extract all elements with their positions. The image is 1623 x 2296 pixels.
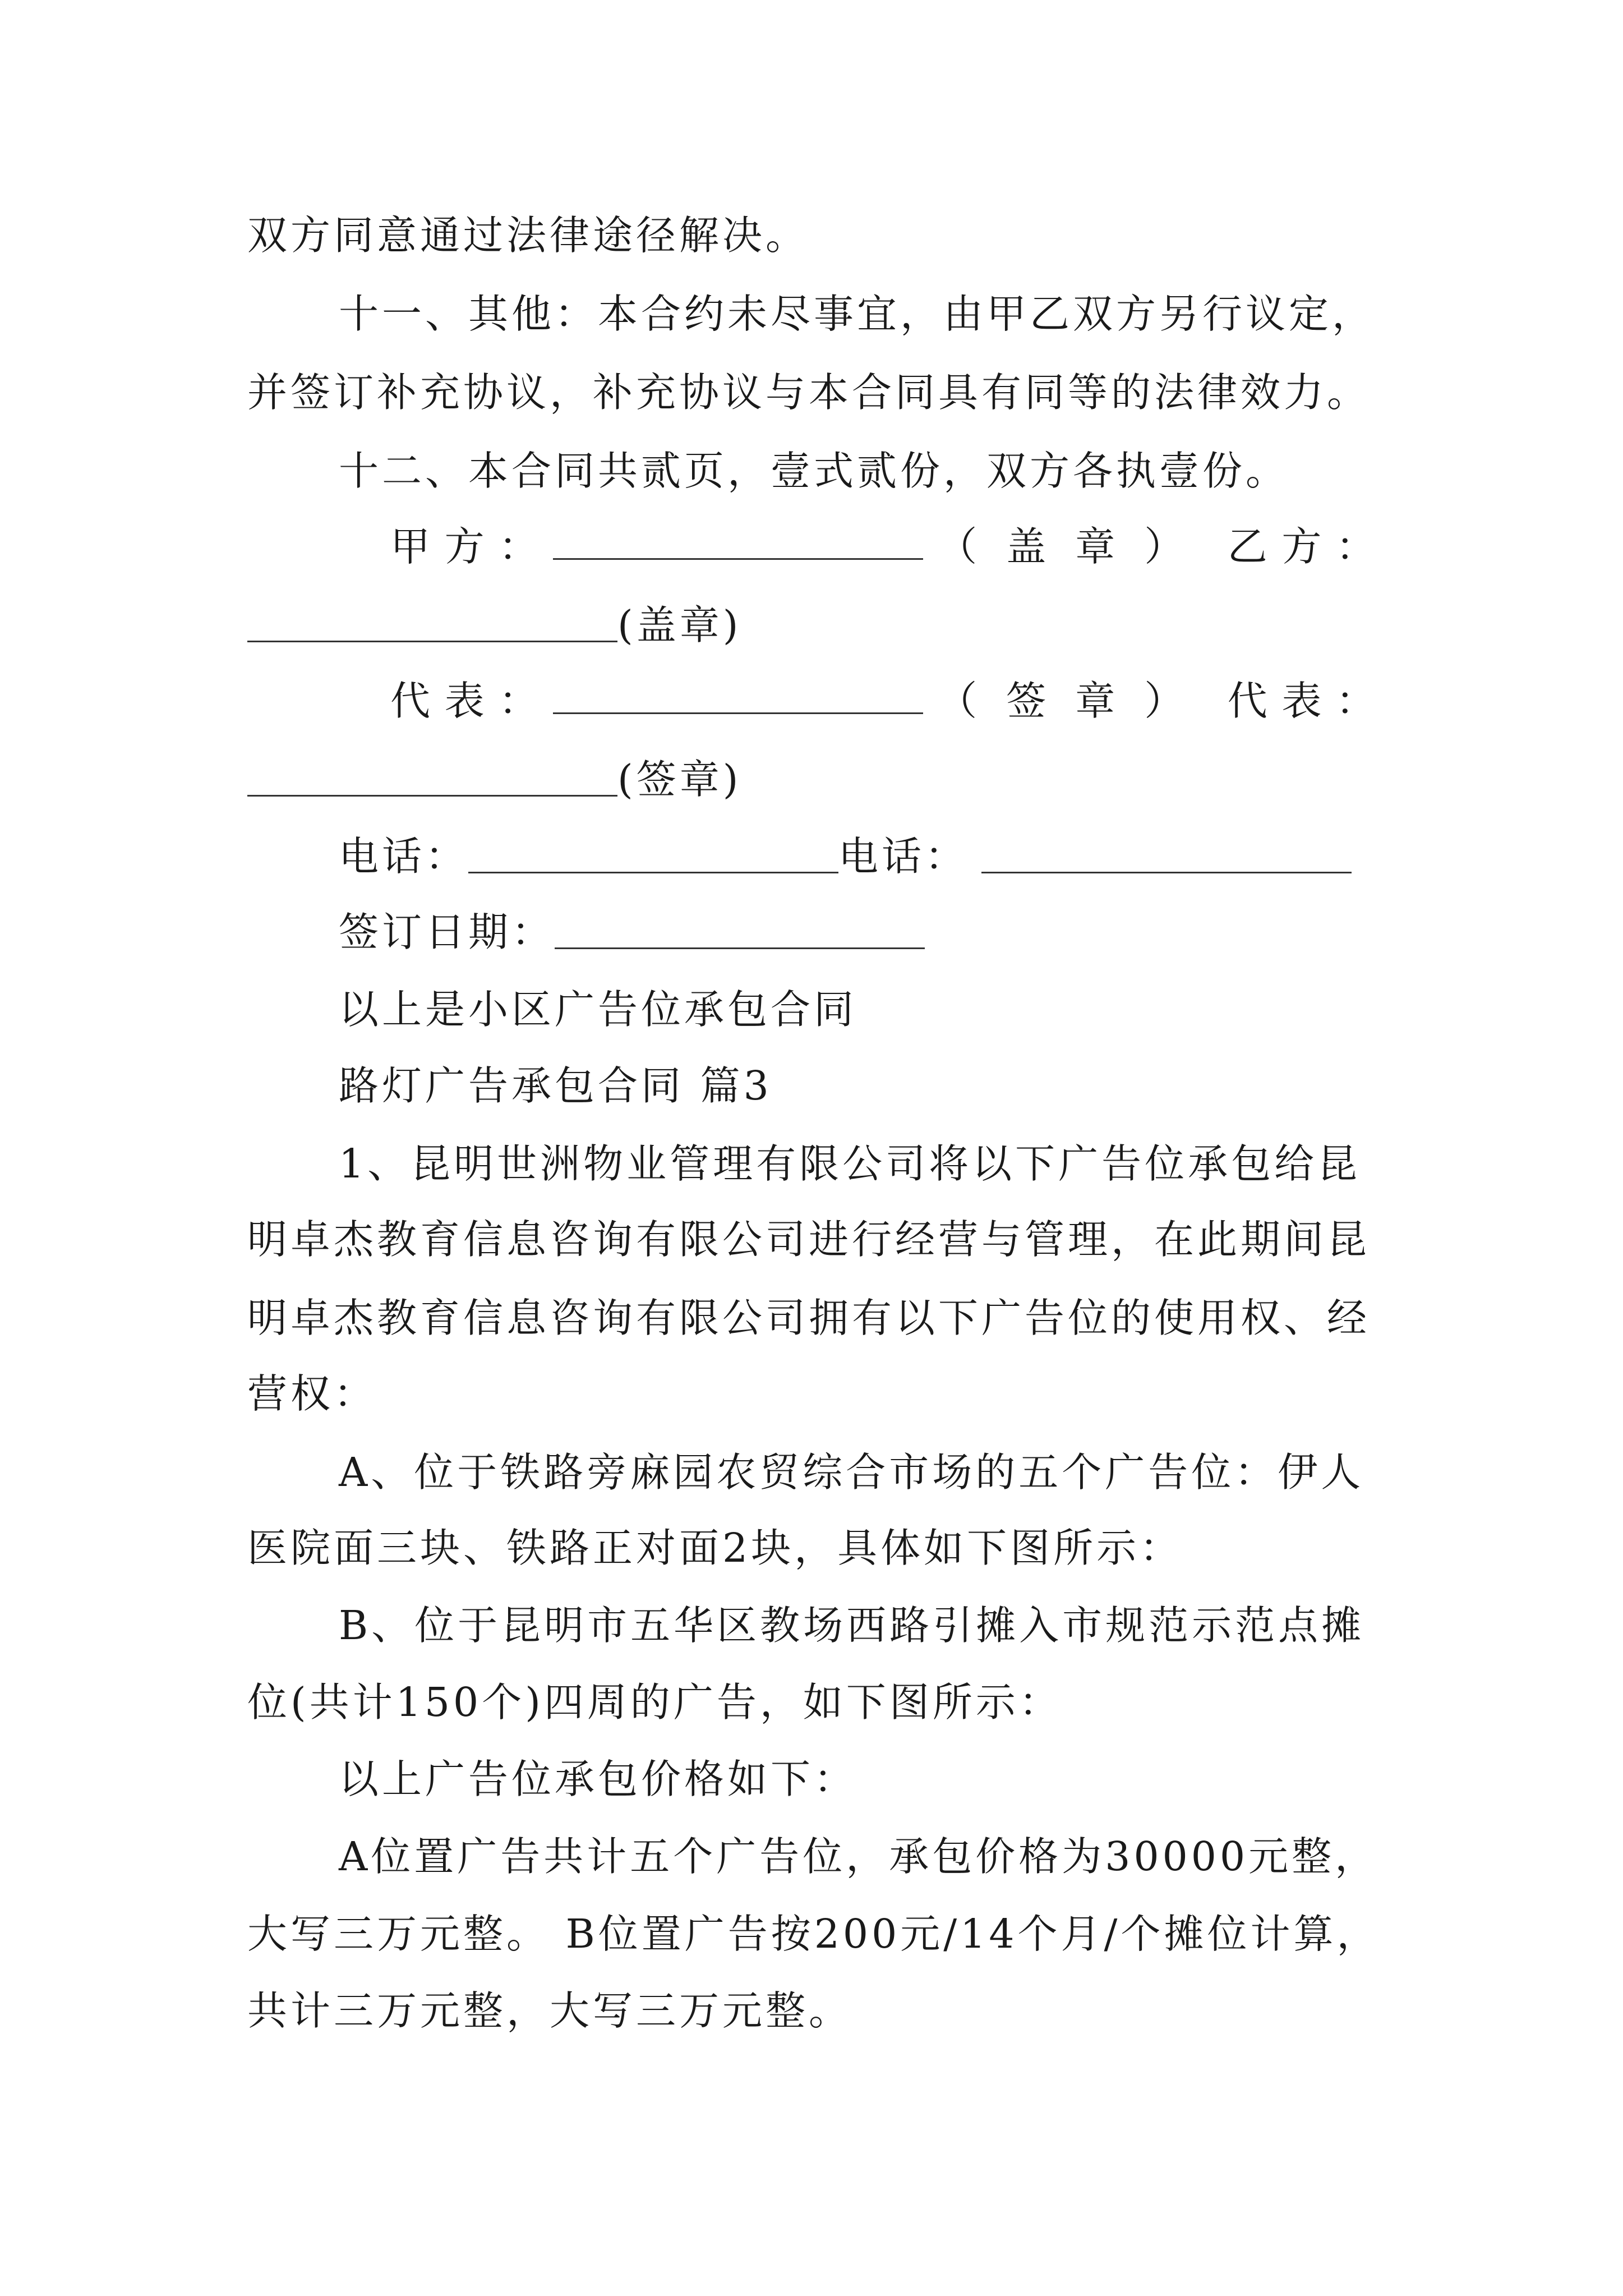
phone-a-blank[interactable] — [468, 832, 838, 873]
text-line: 双方同意通过法律途径解决。 — [247, 212, 809, 259]
sign-label: (签章) — [617, 756, 742, 803]
paragraph-line: 1、昆明世洲物业管理有限公司将以下广告位承包给昆 — [339, 1140, 1361, 1187]
date-blank[interactable] — [555, 908, 925, 949]
party-signature-line — [390, 519, 1376, 575]
paragraph-line: 位(共计150个)四周的广告，如下图所示： — [247, 1679, 1062, 1726]
clause-12: 十二、本合同共贰页，壹式贰份，双方各执壹份。 — [339, 448, 1289, 494]
date-line — [339, 904, 925, 960]
party-a-char: 甲 — [390, 523, 431, 570]
paragraph-line: A位置广告共计五个广告位，承包价格为30000元整， — [339, 1833, 1378, 1880]
colon: ： — [1335, 523, 1376, 570]
paragraph-line: 营权： — [247, 1370, 377, 1417]
sign-label: （签章） — [937, 678, 1214, 724]
rep-b-char: 代 — [1227, 678, 1267, 724]
section-title: 路灯广告承包合同 篇3 — [339, 1062, 772, 1109]
representative-signature-line — [390, 673, 1376, 729]
party-b-char: 乙 — [1227, 523, 1267, 570]
phone-b-blank[interactable] — [981, 832, 1352, 873]
stamp-label: (盖章) — [617, 602, 742, 648]
paragraph-line: A、位于铁路旁麻园农贸综合市场的五个广告位：伊人 — [339, 1449, 1364, 1496]
rep-b-char: 表 — [1281, 678, 1322, 724]
phone-line — [339, 829, 1352, 885]
party-b-stamp-line — [247, 597, 741, 654]
colon: ： — [499, 523, 539, 570]
party-a-blank[interactable] — [553, 519, 923, 560]
clause-11: 十一、其他：本合约未尽事宜，由甲乙双方另行议定， — [339, 291, 1376, 337]
party-b-char: 方 — [1281, 523, 1322, 570]
rep-a-blank[interactable] — [553, 673, 923, 714]
paragraph-line: 共计三万元整，大写三万元整。 — [247, 1987, 852, 2034]
colon: ： — [499, 678, 539, 724]
rep-a-char: 代 — [390, 678, 431, 724]
paragraph-line: 明卓杰教育信息咨询有限公司进行经营与管理，在此期间昆 — [247, 1216, 1371, 1263]
party-a-char: 方 — [444, 523, 485, 570]
date-label: 签订日期： — [339, 909, 555, 955]
paragraph-line: 医院面三块、铁路正对面2块，具体如下图所示： — [247, 1525, 1183, 1571]
phone-label: 电话： — [838, 833, 969, 880]
paragraph-line: 以上广告位承包价格如下： — [339, 1756, 857, 1802]
paragraph-line: 大写三万元整。 B位置广告按200元/14个月/个摊位计算， — [247, 1911, 1380, 1957]
phone-label: 电话： — [339, 833, 469, 880]
rep-b-sign-line — [247, 752, 741, 808]
rep-a-char: 表 — [444, 678, 485, 724]
paragraph-line: B、位于昆明市五华区教场西路引摊入市规范示范点摊 — [339, 1602, 1365, 1649]
text-line: 并签订补充协议，补充协议与本合同具有同等的法律效力。 — [247, 369, 1371, 416]
colon: ： — [1335, 678, 1376, 724]
summary-line: 以上是小区广告位承包合同 — [339, 986, 857, 1033]
stamp-label: （盖章） — [937, 523, 1214, 570]
party-b-blank[interactable] — [247, 601, 617, 642]
paragraph-line: 明卓杰教育信息咨询有限公司拥有以下广告位的使用权、经 — [247, 1295, 1371, 1341]
rep-b-blank[interactable] — [247, 756, 617, 797]
